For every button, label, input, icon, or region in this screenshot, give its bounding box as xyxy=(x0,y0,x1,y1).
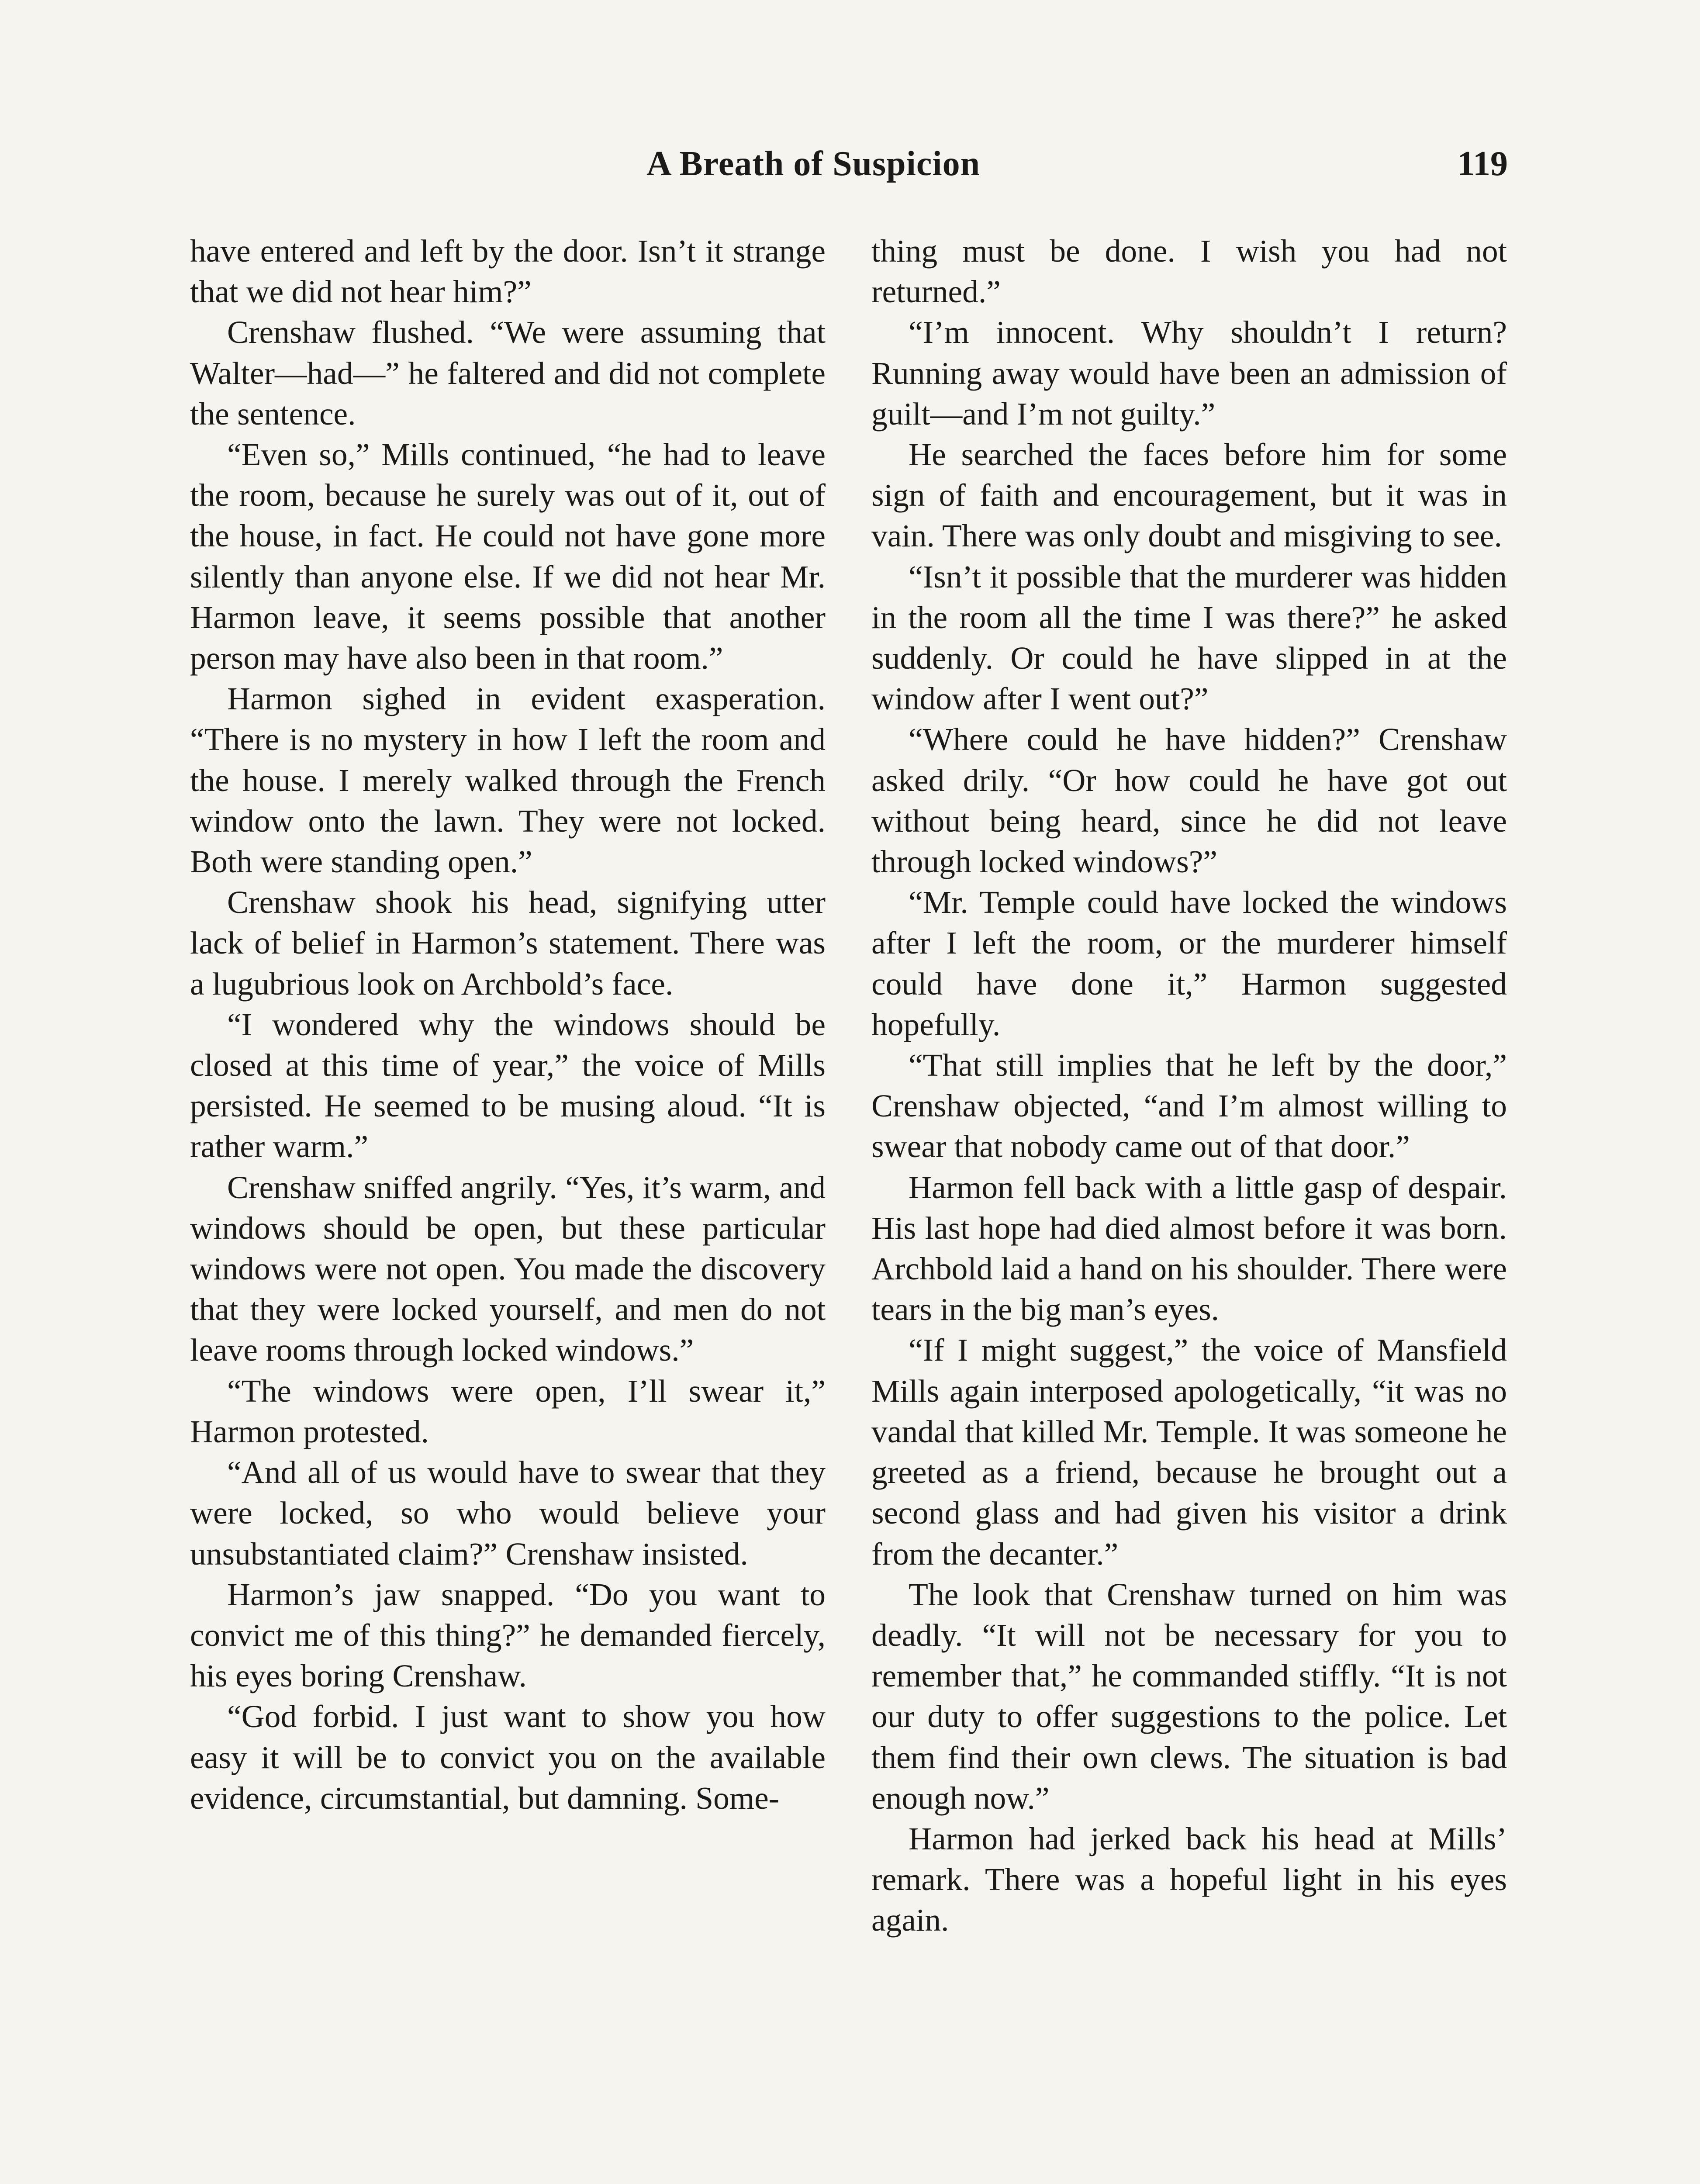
paragraph: Crenshaw sniffed angrily. “Yes, it’s warm, and windows should be open, but these particular windows were not open. You made the discovery that they were locked yourself, and men do not leave rooms through locked windows.” xyxy=(190,1169,826,1368)
paragraph: The look that Crenshaw turned on him was deadly. “It will not be necessary for you to remember that,” he commanded stiffly. “It is not our duty to offer suggestions to the police. Let them find their own clews. The situation is bad enough now.” xyxy=(871,1576,1507,1816)
paragraph: “I’m innocent. Why shouldn’t I return? Running away would have been an admission of guilt—and I’m not guilty.” xyxy=(871,314,1507,432)
paragraph: “Isn’t it possible that the murderer was hidden in the room all the time I was there?” he asked suddenly. Or could he have slipped in at the window after I went out?” xyxy=(871,559,1507,717)
page-number: 119 xyxy=(1457,145,1508,183)
running-title: A Breath of Suspicion xyxy=(646,145,981,183)
text-column-right xyxy=(871,231,1507,1941)
paragraph: He searched the faces before him for some sign of faith and encouragement, but it was in vain. There was only doubt and misgiving to see. xyxy=(871,437,1507,554)
paragraph: “The windows were open, I’ll swear it,” Harmon protested. xyxy=(190,1373,826,1449)
page-header xyxy=(0,144,1700,197)
paragraph: Harmon fell back with a little gasp of despair. His last hope had died almost before it was born. Archbold laid a hand on his shoulder. There were tears in the big man’s eyes. xyxy=(871,1169,1507,1327)
paragraph: “And all of us would have to swear that they were locked, so who would believe your unsubstantiated claim?” Crenshaw insisted. xyxy=(190,1455,826,1572)
paragraph: Crenshaw shook his head, signifying utter lack of belief in Harmon’s statement. There was a lugubrious look on Archbold’s face. xyxy=(190,885,826,1002)
paragraph: “Even so,” Mills continued, “he had to leave the room, because he surely was out of it, out of the house, in fact. He could not have gone more silently than anyone else. If we did not hear Mr. Harmon leave, it seems possible that another person may have also been in that room.” xyxy=(190,437,826,676)
paragraph: Crenshaw flushed. “We were assuming that Walter—had—” he faltered and did not complete the sentence. xyxy=(190,314,826,432)
paragraph: Harmon sighed in evident exasperation. “There is no mystery in how I left the room and the house. I merely walked through the French window onto the lawn. They were not locked. Both were standing open.” xyxy=(190,681,826,880)
paragraph: have entered and left by the door. Isn’t it strange that we did not hear him?” xyxy=(190,233,826,310)
paragraph: “Mr. Temple could have locked the windows after I left the room, or the murderer himself could have done it,” Harmon suggested hopefully. xyxy=(871,885,1507,1042)
text-column-left xyxy=(190,231,826,1818)
paragraph: “That still implies that he left by the door,” Crenshaw objected, “and I’m almost willing to swear that nobody came out of that door.” xyxy=(871,1047,1507,1165)
paragraph: “God forbid. I just want to show you how easy it will be to convict you on the available evidence, circumstantial, but damning. Some- xyxy=(190,1699,826,1816)
paragraph: Harmon had jerked back his head at Mills’ remark. There was a hopeful light in his eyes again. xyxy=(871,1821,1507,1938)
paragraph: “If I might suggest,” the voice of Mansfield Mills again interposed apologetically, “it was no vandal that killed Mr. Temple. It was someone he greeted as a friend, because he brought out a second glass and had given his visitor a drink from the decanter.” xyxy=(871,1332,1507,1572)
paragraph: thing must be done. I wish you had not returned.” xyxy=(871,233,1507,310)
paragraph: “I wondered why the windows should be closed at this time of year,” the voice of Mills persisted. He seemed to be musing aloud. “It is rather warm.” xyxy=(190,1006,826,1165)
paragraph: “Where could he have hidden?” Crenshaw asked drily. “Or how could he have got out without being heard, since he did not leave through locked windows?” xyxy=(871,722,1507,880)
paragraph: Harmon’s jaw snapped. “Do you want to convict me of this thing?” he demanded fiercely, his eyes boring Crenshaw. xyxy=(190,1576,826,1694)
